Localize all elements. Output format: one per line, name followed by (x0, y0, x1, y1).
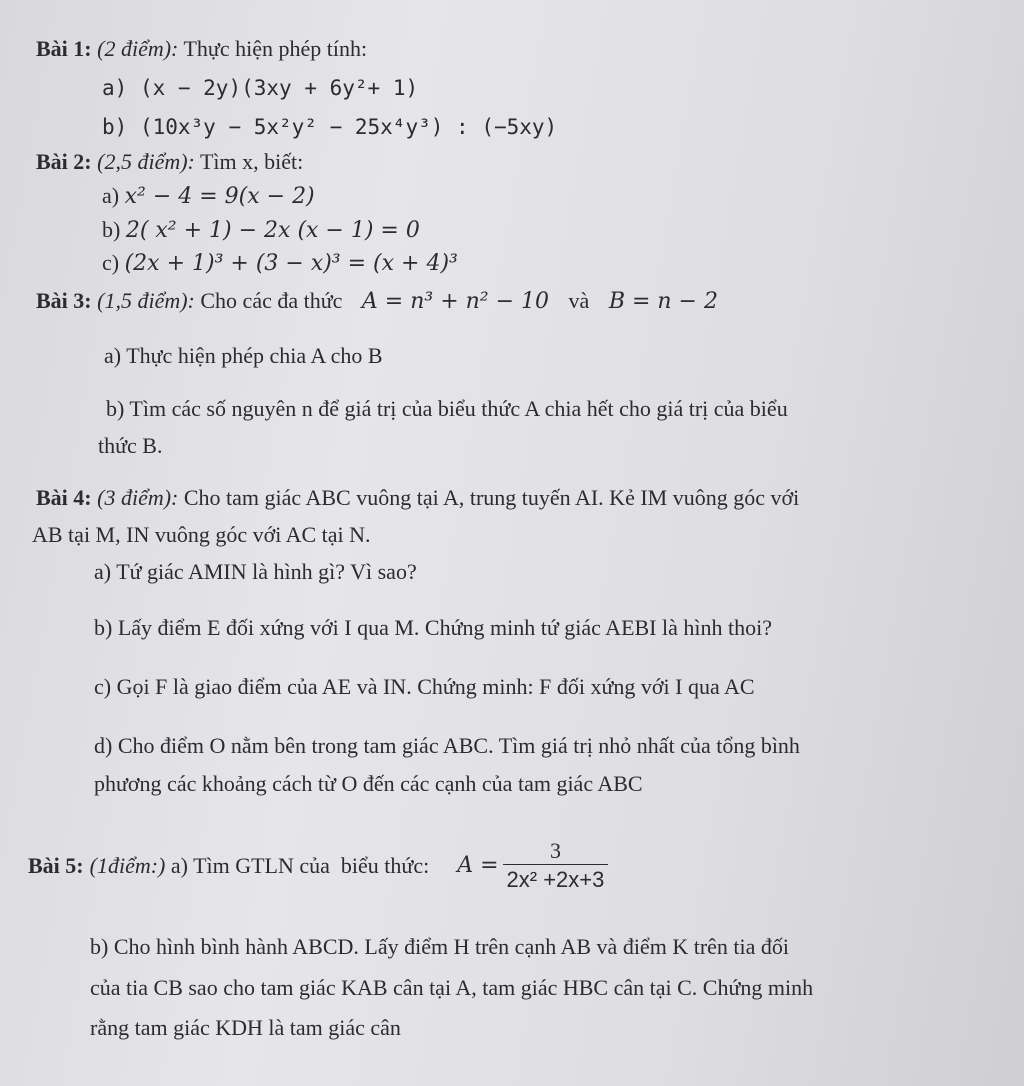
bai3-b-line1: b) Tìm các số nguyên n để giá trị của biểu thức A chia hết cho giá trị của biểu (106, 396, 788, 421)
bai5-fraction (503, 840, 609, 891)
bai4-heading (36, 487, 799, 509)
bai1-title: Thực hiện phép tính: (178, 36, 368, 61)
bai2-a-label: a) (102, 183, 120, 208)
bai1-heading (36, 38, 367, 60)
bai1-a (102, 78, 418, 99)
bai2-b-expr: 2( x² + 1) − 2x (x − 1) = 0 (125, 218, 420, 243)
bai5-b-line3: rằng tam giác KDH là tam giác cân (90, 1015, 401, 1040)
bai2-b-label: b) (102, 217, 121, 242)
bai1-b-expr: (10x³y − 5x²y² − 25x⁴y³) : (−5xy) (139, 115, 558, 139)
bai5-points: (1điểm:) (89, 852, 166, 878)
bai3-title: Cho các đa thức (200, 288, 343, 313)
bai4-b: b) Lấy điểm E đối xứng với I qua M. Chứng minh tứ giác AEBI là hình thoi? (94, 615, 772, 640)
bai2-a (102, 185, 315, 208)
bai2-title: Tìm x, biết: (194, 149, 304, 174)
bai2-label: Bài 2: (36, 149, 92, 174)
bai2-a-expr: x² − 4 = 9(x − 2) (124, 184, 315, 209)
bai4-intro-line2: AB tại M, IN vuông góc với AC tại N. (32, 522, 371, 547)
bai3-label: Bài 3: (36, 288, 92, 313)
bai2-points: (2,5 điểm): (97, 149, 195, 174)
bai3-heading (36, 290, 718, 313)
bai5-label: Bài 5: (28, 852, 84, 878)
bai1-a-expr: (x − 2y)(3xy + 6y²+ 1) (139, 76, 419, 100)
bai1-label: Bài 1: (36, 36, 92, 61)
bai3-points: (1,5 điểm): (97, 288, 195, 313)
bai1-a-label: a) (102, 76, 128, 100)
bai4-c: c) Gọi F là giao điểm của AE và IN. Chứng minh: F đối xứng với I qua AC (94, 674, 755, 699)
bai4-points: (3 điểm): (97, 485, 179, 510)
bai5-b-line1: b) Cho hình bình hành ABCD. Lấy điểm H trên cạnh AB và điểm K trên tia đối (90, 934, 790, 959)
bai4-a: a) Tứ giác AMIN là hình gì? Vì sao? (94, 559, 417, 584)
bai3-b-line2: thức B. (98, 433, 163, 458)
bai5-heading (28, 840, 608, 891)
bai4-intro-line1: Cho tam giác ABC vuông tại A, trung tuyến AI. Kẻ IM vuông góc với (178, 485, 800, 510)
bai3-poly-b: B = n − 2 (608, 289, 718, 314)
bai2-heading (36, 151, 303, 173)
bai2-c-expr: (2x + 1)³ + (3 − x)³ = (x + 4)³ (124, 251, 458, 276)
bai5-fraction-numerator: 3 (503, 840, 609, 865)
bai1-points: (2 điểm): (97, 36, 179, 61)
bai4-d-line2: phương các khoảng cách từ O đến các cạnh của tam giác ABC (94, 771, 643, 796)
bai5-a-text: a) Tìm GTLN của biểu thức: (165, 852, 430, 878)
bai3-poly-a: A = n³ + n² − 10 (361, 289, 550, 314)
bai4-label: Bài 4: (36, 485, 92, 510)
bai5-b-line2: của tia CB sao cho tam giác KAB cân tại A, tam giác HBC cân tại C. Chứng minh (90, 975, 814, 1000)
bai3-a: a) Thực hiện phép chia A cho B (104, 343, 383, 368)
bai4-d-line1: d) Cho điểm O nằm bên trong tam giác ABC. Tìm giá trị nhỏ nhất của tổng bình (94, 733, 800, 758)
bai1-b (102, 117, 557, 138)
bai2-b (102, 219, 420, 242)
bai5-expr-lhs: A = (457, 852, 499, 878)
bai5-fraction-denominator: 2x² +2x+3 (506, 867, 605, 892)
bai1-b-label: b) (102, 115, 128, 139)
bai2-c (102, 252, 458, 275)
bai2-c-label: c) (102, 250, 120, 275)
bai3-and: và (568, 288, 590, 313)
